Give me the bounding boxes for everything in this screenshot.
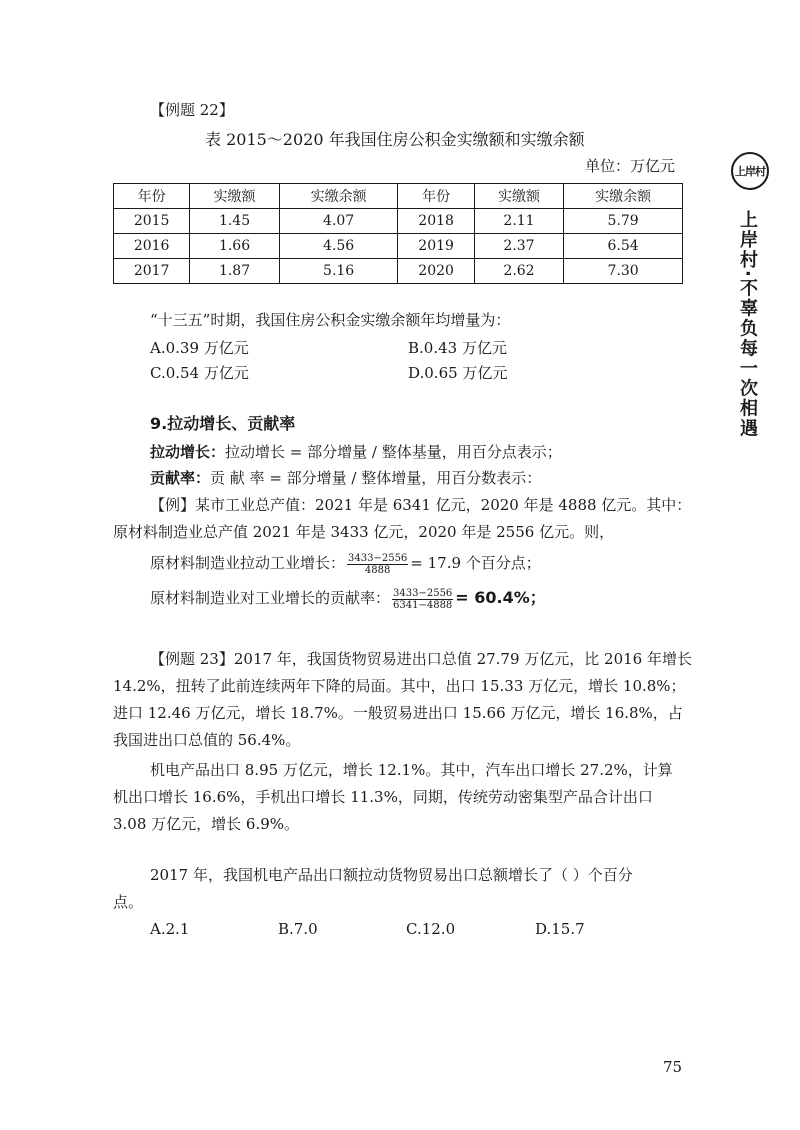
calc-label: 原材料制造业拉动工业增长： <box>150 554 346 572</box>
definition-term: 贡献率： <box>150 469 211 487</box>
calc-result: = 17.9 个百分点； <box>410 554 541 572</box>
option-b: B.0.43 万亿元 <box>408 339 507 357</box>
table-header-cell: 实缴余额 <box>564 184 683 209</box>
table-cell: 6.54 <box>564 234 683 259</box>
table-header-cell: 实缴额 <box>474 184 564 209</box>
definition-text: 贡 献 率 = 部分增量 / 整体增量，用百分数表示： <box>210 469 542 487</box>
fraction-denominator: 6341−4888 <box>393 599 453 611</box>
table-cell: 5.79 <box>564 209 683 234</box>
table-cell: 1.66 <box>190 234 280 259</box>
table-unit: 单位：万亿元 <box>585 157 676 175</box>
definition-text: 拉动增长 = 部分增量 / 整体基量，用百分点表示； <box>225 443 562 461</box>
table-row <box>114 259 683 284</box>
option-d: D.15.7 <box>535 920 585 938</box>
table-cell: 2016 <box>114 234 190 259</box>
table-header-row <box>114 184 683 209</box>
option-c: C.12.0 <box>406 920 456 938</box>
option-a: A.2.1 <box>150 920 190 938</box>
example22-label: 【例题 22】 <box>150 101 234 119</box>
definition-pull-growth <box>150 441 562 463</box>
table-row <box>114 234 683 259</box>
table-cell: 1.87 <box>190 259 280 284</box>
example23-question-cont: 点。 <box>113 893 144 911</box>
fraction <box>347 553 408 576</box>
paragraph-line: 【例题 23】2017 年，我国货物贸易进出口总值 27.79 万亿元，比 2016 年增长 <box>150 650 692 668</box>
table-title: 表 2015～2020 年我国住房公积金实缴额和实缴余额 <box>205 130 585 149</box>
table-header-cell: 年份 <box>398 184 474 209</box>
table-header-cell: 实缴额 <box>190 184 280 209</box>
table-cell: 2.11 <box>474 209 564 234</box>
option-d: D.0.65 万亿元 <box>408 364 508 382</box>
paragraph-line: 机出口增长 16.6%，手机出口增长 11.3%，同期，传统劳动密集型产品合计出口 <box>113 788 653 806</box>
table-cell: 2015 <box>114 209 190 234</box>
table-cell: 7.30 <box>564 259 683 284</box>
example22-question: “十三五”时期，我国住房公积金实缴余额年均增量为： <box>150 311 511 329</box>
fraction-numerator: 3433−2556 <box>348 552 408 564</box>
table-cell: 5.16 <box>279 259 398 284</box>
brand-seal-logo <box>731 152 769 190</box>
table-cell: 1.45 <box>190 209 280 234</box>
table-cell: 4.07 <box>279 209 398 234</box>
table-cell: 2018 <box>398 209 474 234</box>
calc-result: = 60.4%； <box>455 588 546 607</box>
fraction <box>392 588 453 611</box>
section-heading: 9.拉动增长、贡献率 <box>150 414 296 433</box>
example-line: 【例】某市工业总产值：2021 年是 6341 亿元，2020 年是 4888 亿元。其中： <box>150 496 692 514</box>
page-number: 75 <box>663 1058 683 1076</box>
table-header-cell: 年份 <box>114 184 190 209</box>
table-cell: 4.56 <box>279 234 398 259</box>
table-cell: 2019 <box>398 234 474 259</box>
example-line: 原材料制造业总产值 2021 年是 3433 亿元，2020 年是 2556 亿元。则， <box>113 523 615 541</box>
table-header-cell: 实缴余额 <box>279 184 398 209</box>
table-cell: 2.37 <box>474 234 564 259</box>
fraction-numerator: 3433−2556 <box>393 587 453 599</box>
calc-contribution <box>150 584 546 612</box>
paragraph-line: 14.2%，扭转了此前连续两年下降的局面。其中，出口 15.33 万亿元，增长 10.8%； <box>113 677 686 695</box>
table-cell: 2020 <box>398 259 474 284</box>
table-row <box>114 209 683 234</box>
example23-question: 2017 年，我国机电产品出口额拉动货物贸易出口总额增长了（ ）个百分 <box>150 866 633 884</box>
calc-pull-growth <box>150 549 541 577</box>
option-b: B.7.0 <box>278 920 318 938</box>
brand-slogan: 上岸村·不辜负每一次相遇 <box>737 210 758 439</box>
table-cell: 2.62 <box>474 259 564 284</box>
option-c: C.0.54 万亿元 <box>150 364 249 382</box>
paragraph-line: 机电产品出口 8.95 万亿元，增长 12.1%。其中，汽车出口增长 27.2%，计算 <box>150 761 673 779</box>
option-a: A.0.39 万亿元 <box>150 339 249 357</box>
calc-label: 原材料制造业对工业增长的贡献率： <box>150 589 391 607</box>
table-cell: 2017 <box>114 259 190 284</box>
paragraph-line: 3.08 万亿元，增长 6.9%。 <box>113 815 300 833</box>
brand-seal-text: 上岸村 <box>735 164 765 178</box>
fraction-denominator: 4888 <box>364 564 391 576</box>
definition-term: 拉动增长： <box>150 443 226 461</box>
definition-contribution <box>150 467 541 489</box>
paragraph-line: 我国进出口总值的 56.4%。 <box>113 731 301 749</box>
paragraph-line: 进口 12.46 万亿元，增长 18.7%。一般贸易进出口 15.66 万亿元，增长 16.8%，占 <box>113 704 683 722</box>
data-table <box>113 183 683 284</box>
